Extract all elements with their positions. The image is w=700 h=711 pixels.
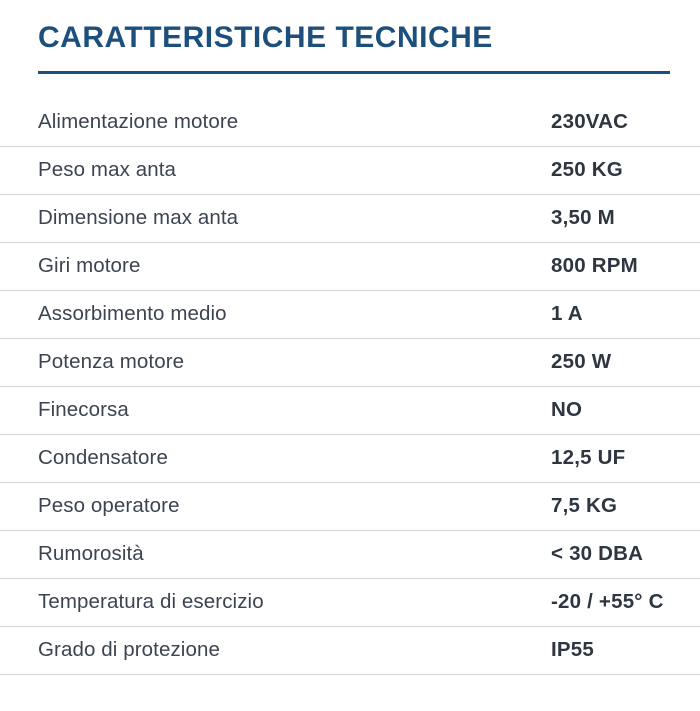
spec-label: Peso operatore	[0, 482, 513, 530]
spec-label: Alimentazione motore	[0, 98, 513, 146]
spec-value: 3,50 M	[513, 194, 700, 242]
spec-value: IP55	[513, 626, 700, 674]
table-row	[0, 290, 700, 338]
table-row	[0, 434, 700, 482]
spec-label: Temperatura di esercizio	[0, 578, 513, 626]
spec-label: Condensatore	[0, 434, 513, 482]
table-row	[0, 386, 700, 434]
table-row	[0, 338, 700, 386]
specifications-table-body	[0, 98, 700, 674]
spec-label: Potenza motore	[0, 338, 513, 386]
spec-value: 230VAC	[513, 98, 700, 146]
table-row	[0, 242, 700, 290]
table-row	[0, 98, 700, 146]
spec-label: Giri motore	[0, 242, 513, 290]
spec-value: < 30 DBA	[513, 530, 700, 578]
spec-value: 7,5 KG	[513, 482, 700, 530]
spec-value: 800 RPM	[513, 242, 700, 290]
table-row	[0, 194, 700, 242]
specifications-table	[0, 98, 700, 675]
spec-label: Peso max anta	[0, 146, 513, 194]
spec-value: -20 / +55° C	[513, 578, 700, 626]
title-divider	[38, 71, 670, 74]
spec-value: 250 W	[513, 338, 700, 386]
table-row	[0, 482, 700, 530]
spec-value: 250 KG	[513, 146, 700, 194]
spec-label: Grado di protezione	[0, 626, 513, 674]
spec-value: 1 A	[513, 290, 700, 338]
spec-value: 12,5 UF	[513, 434, 700, 482]
spec-label: Rumorosità	[0, 530, 513, 578]
spec-value: NO	[513, 386, 700, 434]
spec-label: Assorbimento medio	[0, 290, 513, 338]
table-row	[0, 530, 700, 578]
table-row	[0, 146, 700, 194]
table-row	[0, 626, 700, 674]
spec-label: Dimensione max anta	[0, 194, 513, 242]
spec-label: Finecorsa	[0, 386, 513, 434]
table-row	[0, 578, 700, 626]
page-title: CARATTERISTICHE TECNICHE	[38, 21, 493, 54]
